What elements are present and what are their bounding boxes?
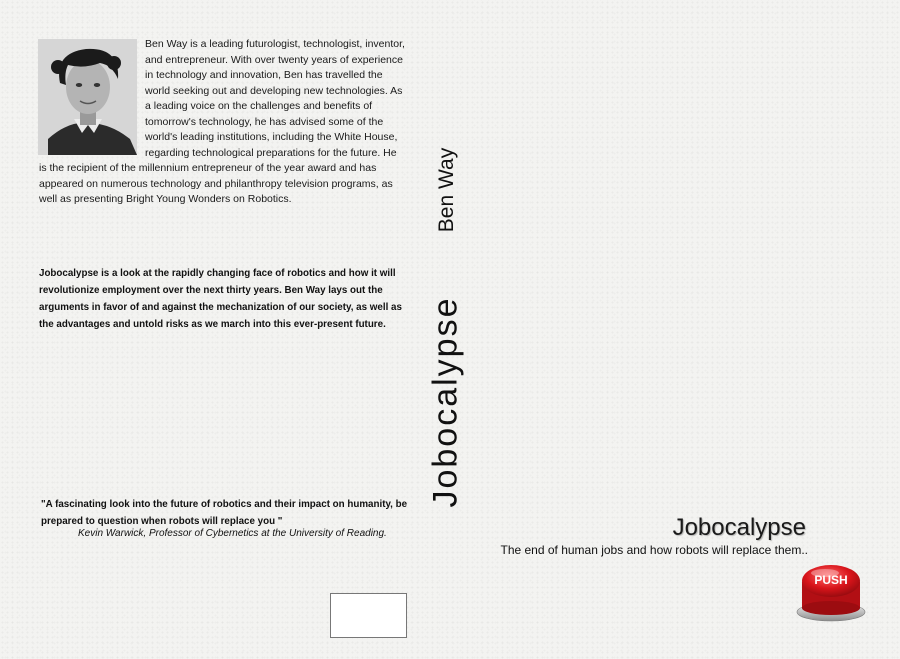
photo-spacer [39,37,145,159]
quote-attribution: Kevin Warwick, Professor of Cybernetics at the University of Reading. [78,528,387,539]
spine-title: Jobocalypse [426,296,465,508]
review-quote: "A fascinating look into the future of robotics and their impact on humanity, be prepared to question when robots will replace you " [41,499,408,527]
push-button-icon [795,560,867,622]
author-bio [39,37,407,208]
push-button [795,560,867,622]
spine-author: Ben Way [435,147,458,233]
push-label: PUSH [814,573,848,587]
author-bio-text: Ben Way is a leading futurologist, technologist, inventor, and entrepreneur. With over twenty years of experience in technology and innovation, Ben has travelled the world seeking out and developing new technologies. As a leading voice on the challenges and benefits of tomorrow's technology, he has advised some of the world's leading institutions, including the White House, regarding technological preparations for the future. He is the recipient of the millennium entrepreneur of the year award and has appeared on numerous technology and philanthropy television programs, as well as presenting Bright Young Wonders on Robotics. [39,38,405,205]
barcode-box [330,593,407,638]
front-title: Jobocalypse [672,514,806,541]
front-subtitle: The end of human jobs and how robots will replace them.. [500,543,808,557]
book-blurb: Jobocalypse is a look at the rapidly changing face of robotics and how it will revolutionize employment over the next thirty years. Ben Way lays out the arguments in favor of and against the mechanization of our society, as well as the advantages and untold risks as we march into this ever-present future. [39,268,402,330]
